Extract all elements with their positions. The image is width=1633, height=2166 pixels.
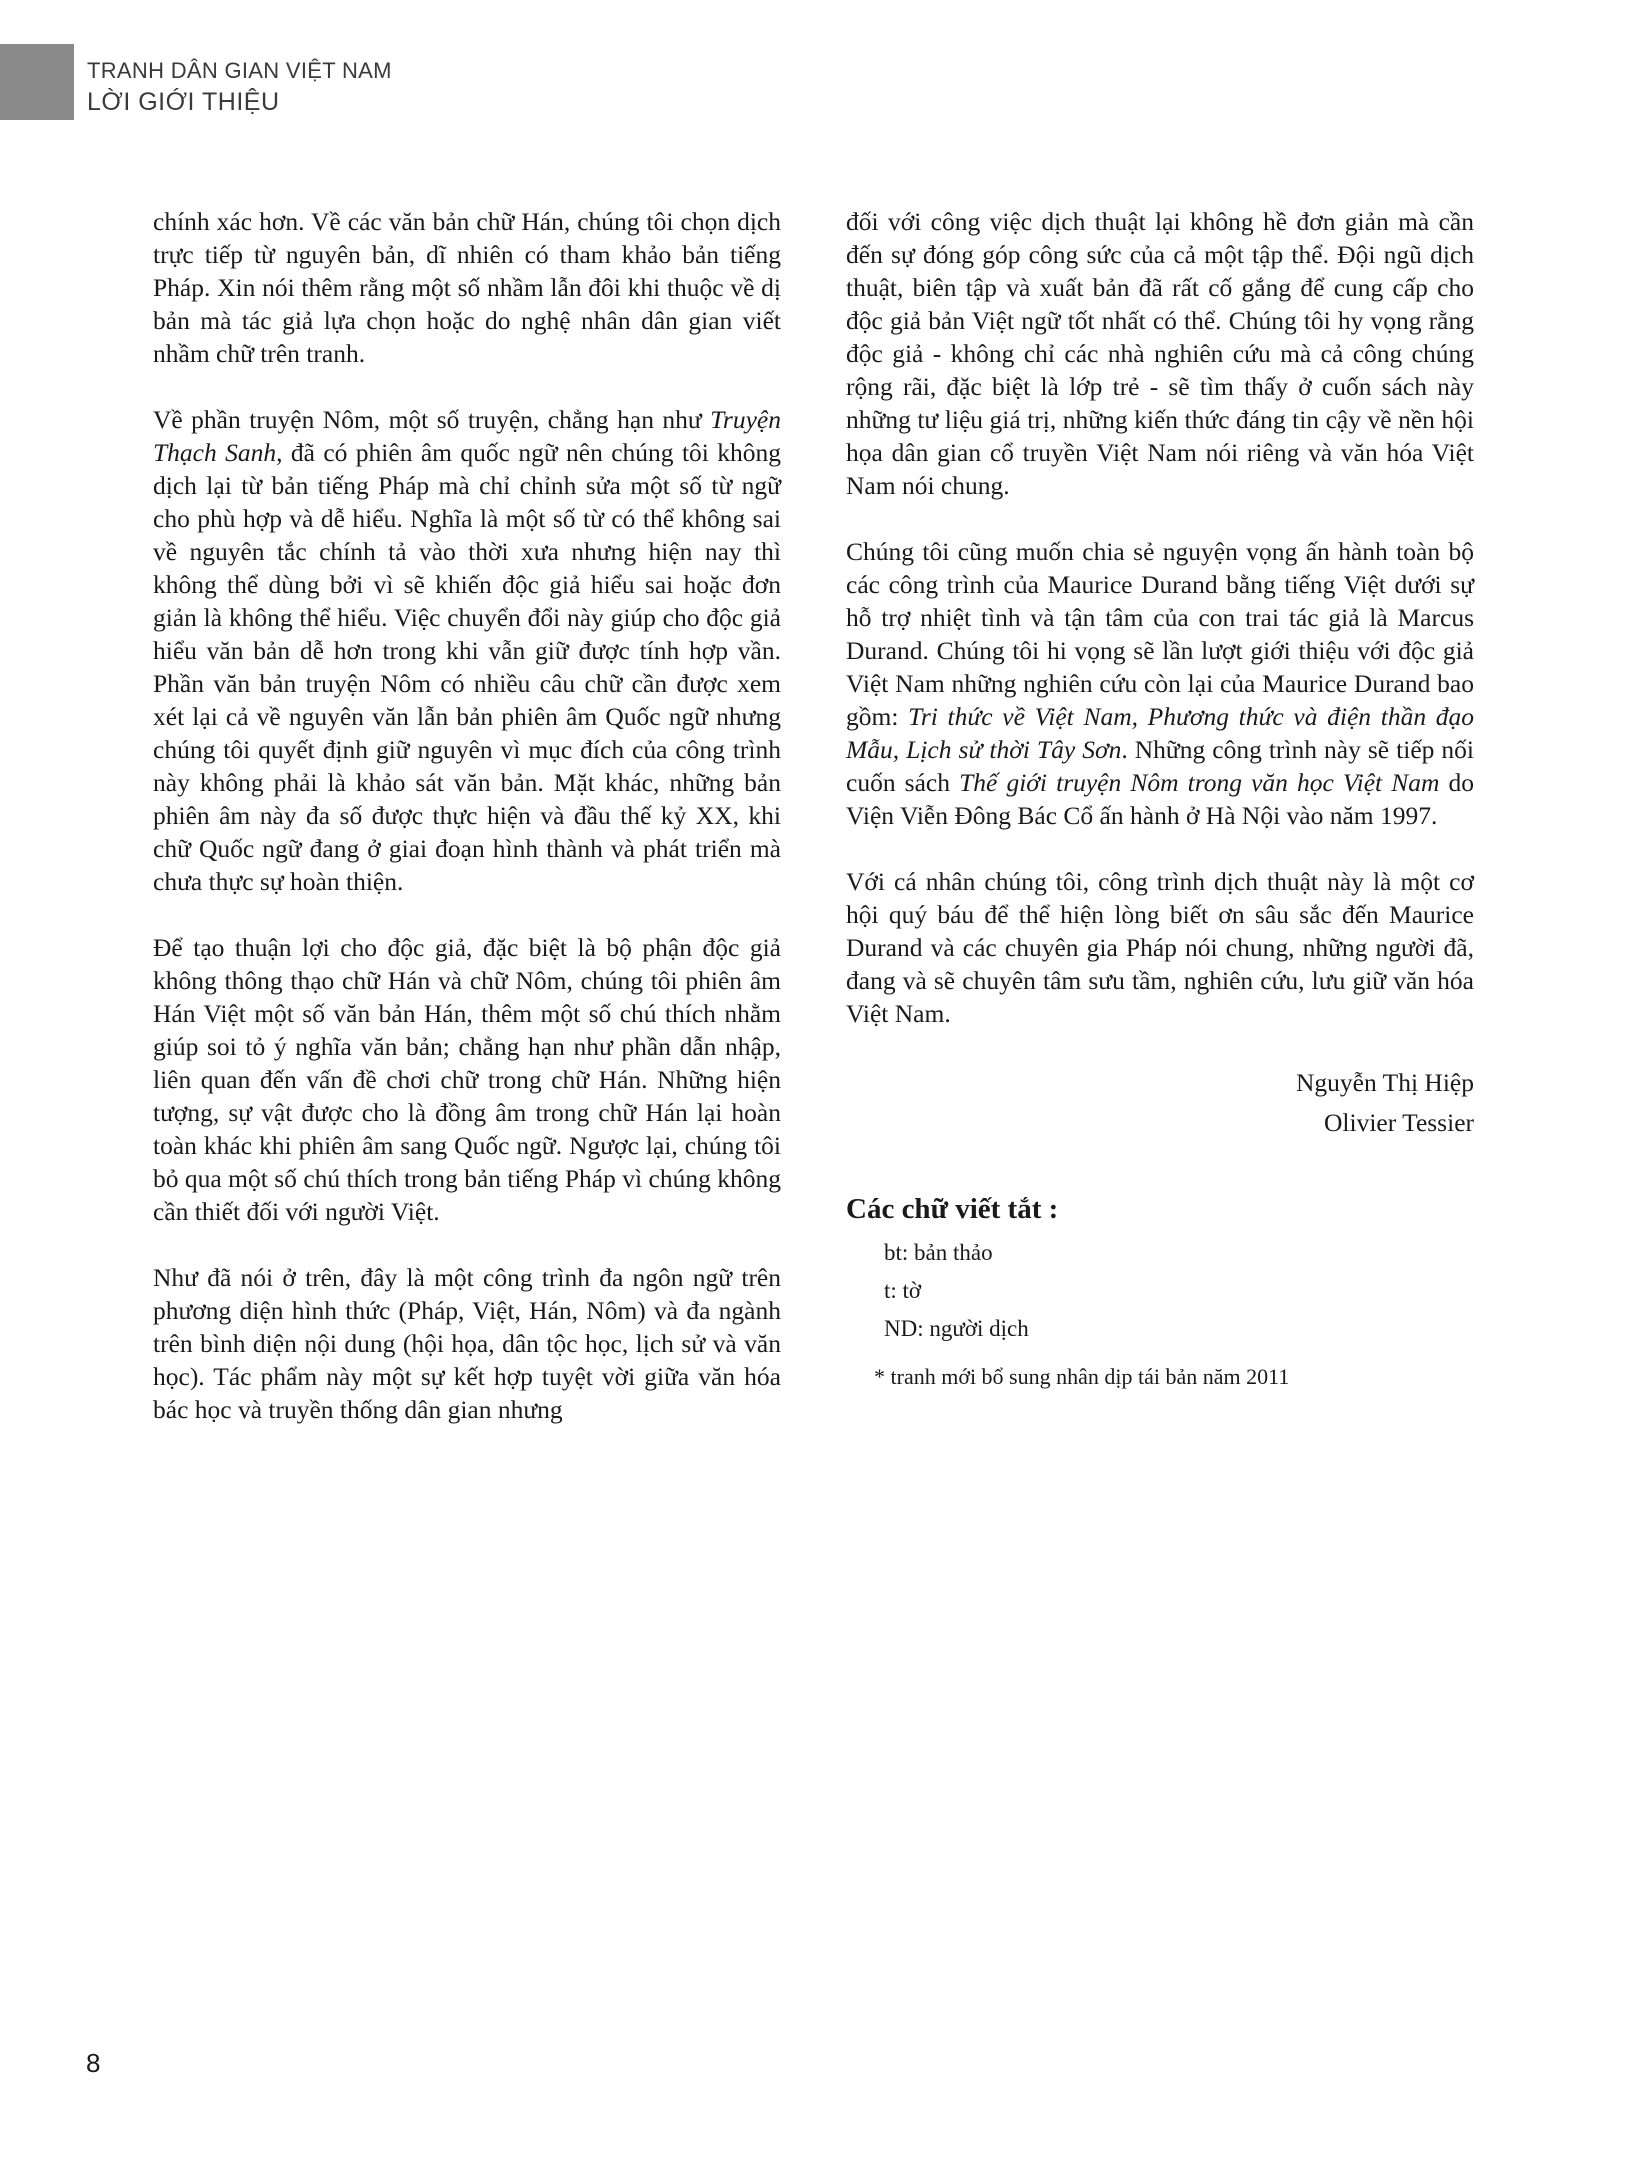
signature-author-2: Olivier Tessier (1324, 1108, 1474, 1137)
left-paragraph-2-rest: , đã có phiên âm quốc ngữ nên chúng tôi không dịch lại từ bản tiếng Pháp mà chỉ chỉnh sửa một số từ ngữ cho phù hợp và dễ hiểu. Nghĩa là một số từ có thể không sai về nguyên tắc chính tả vào thời xưa nhưng hiện nay thì không thể dùng bởi vì sẽ khiến độc giả hiểu sai hoặc đơn giản là không thể hiểu. Việc chuyển đổi này giúp cho độc giả hiểu văn bản dễ hơn trong khi vẫn giữ được tính hợp vần. Phần văn bản truyện Nôm có nhiều câu chữ cần được xem xét lại cả về nguyên văn lẫn bản phiên âm Quốc ngữ nhưng chúng tôi quyết định giữ nguyên vì mục đích của công trình này không phải là khảo sát văn bản. Mặt khác, những bản phiên âm này đa số được thực hiện và đầu thế kỷ XX, khi chữ Quốc ngữ đang ở giai đoạn hình thành và phát triển mà chưa thực sự hoàn thiện. (153, 438, 782, 896)
page-number: 8 (86, 2048, 101, 2078)
corner-tab-block (0, 44, 74, 120)
story-title-thach-sanh: Truyện Thạch Sanh (153, 405, 781, 467)
left-paragraph-2 (153, 403, 781, 898)
works-titles: Tri thức về Việt Nam, Phương thức và điện thần đạo Mẫu, Lịch sử thời Tây Sơn (846, 702, 1474, 764)
left-paragraph-1: chính xác hơn. Về các văn bản chữ Hán, chúng tôi chọn dịch trực tiếp từ nguyên bản, dĩ nhiên có tham khảo bản tiếng Pháp. Xin nói thêm rằng một số nhầm lẫn đôi khi thuộc về dị bản mà tác giả lựa chọn hoặc do nghệ nhân dân gian viết nhầm chữ trên tranh. (153, 207, 781, 368)
footnote: * tranh mới bổ sung nhân dịp tái bản năm 2011 (874, 1364, 1290, 1389)
left-paragraph-2-start: Về phần truyện Nôm, một số truyện, chẳng hạn như (153, 405, 711, 434)
left-paragraph-4: Như đã nói ở trên, đây là một công trình đa ngôn ngữ trên phương diện hình thức (Pháp, Việt, Hán, Nôm) và đa ngành trên bình diện nội dung (hội họa, dân tộc học, lịch sử và văn học). Tác phẩm này một sự kết hợp tuyệt vời giữa văn hóa bác học và truyền thống dân gian nhưng (153, 1263, 781, 1424)
right-paragraph-1: đối với công việc dịch thuật lại không hề đơn giản mà cần đến sự đóng góp công sức của cả một tập thể. Đội ngũ dịch thuật, biên tập và xuất bản đã rất cố gắng để cung cấp cho độc giả bản Việt ngữ tốt nhất có thể. Chúng tôi hy vọng rằng độc giả - không chỉ các nhà nghiên cứu mà cả công chúng rộng rãi, đặc biệt là lớp trẻ - sẽ tìm thấy ở cuốn sách này những tư liệu giá trị, những kiến thức đáng tin cậy về nền hội họa dân gian cổ truyền Việt Nam nói riêng và văn hóa Việt Nam nói chung. (846, 207, 1474, 500)
left-paragraph-3: Để tạo thuận lợi cho độc giả, đặc biệt là bộ phận độc giả không thông thạo chữ Hán và chữ Nôm, chúng tôi phiên âm Hán Việt một số văn bản Hán, thêm một số chú thích nhằm giúp soi tỏ ý nghĩa văn bản; chẳng hạn như phần dẫn nhập, liên quan đến vấn đề chơi chữ trong chữ Hán. Những hiện tượng, sự vật được cho là đồng âm trong chữ Hán lại hoàn toàn khác khi phiên âm sang Quốc ngữ. Ngược lại, chúng tôi bỏ qua một số chú thích trong bản tiếng Pháp vì chúng không cần thiết đối với người Việt. (153, 933, 781, 1226)
left-text-column (153, 205, 781, 1459)
abbreviations-heading: Các chữ viết tắt : (846, 1193, 1059, 1225)
right-paragraph-2 (846, 535, 1474, 832)
running-header (87, 58, 392, 117)
right-paragraph-2-a: Chúng tôi cũng muốn chia sẻ nguyện vọng ấn hành toàn bộ các công trình của Maurice Durand bằng tiếng Việt dưới sự hỗ trợ nhiệt tình và tận tâm của con trai tác giả là Marcus Durand. Chúng tôi hi vọng sẽ lần lượt giới thiệu với độc giả Việt Nam những nghiên cứu còn lại của Maurice Durand bao gồm: (846, 537, 1474, 731)
right-paragraph-3: Với cá nhân chúng tôi, công trình dịch thuật này là một cơ hội quý báu để thể hiện lòng biết ơn sâu sắc đến Maurice Durand và các chuyên gia Pháp nói chung, những người đã, đang và sẽ chuyên tâm sưu tầm, nghiên cứu, lưu giữ văn hóa Việt Nam. (846, 867, 1474, 1028)
abbreviation-item: bt: bản thảo (884, 1240, 993, 1265)
book-title-truyen-nom: Thế giới truyện Nôm trong văn học Việt Nam (959, 768, 1440, 797)
chapter-title: LỜI GIỚI THIỆU (87, 88, 280, 117)
signature-author-1: Nguyễn Thị Hiệp (1295, 1068, 1474, 1097)
right-paragraph-2-b: . Những công trình này sẽ tiếp nối cuốn sách (846, 735, 1475, 797)
abbreviation-item: t: tờ (884, 1278, 922, 1303)
signature-block (846, 1063, 1474, 1143)
abbreviation-item: ND: người dịch (884, 1316, 1029, 1341)
right-text-column (846, 205, 1474, 1392)
abbreviations-list (846, 1234, 1474, 1348)
series-title: TRANH DÂN GIAN VIỆT NAM (87, 58, 392, 83)
right-paragraph-2-c: do Viện Viễn Đông Bác Cổ ấn hành ở Hà Nội vào năm 1997. (846, 768, 1475, 830)
